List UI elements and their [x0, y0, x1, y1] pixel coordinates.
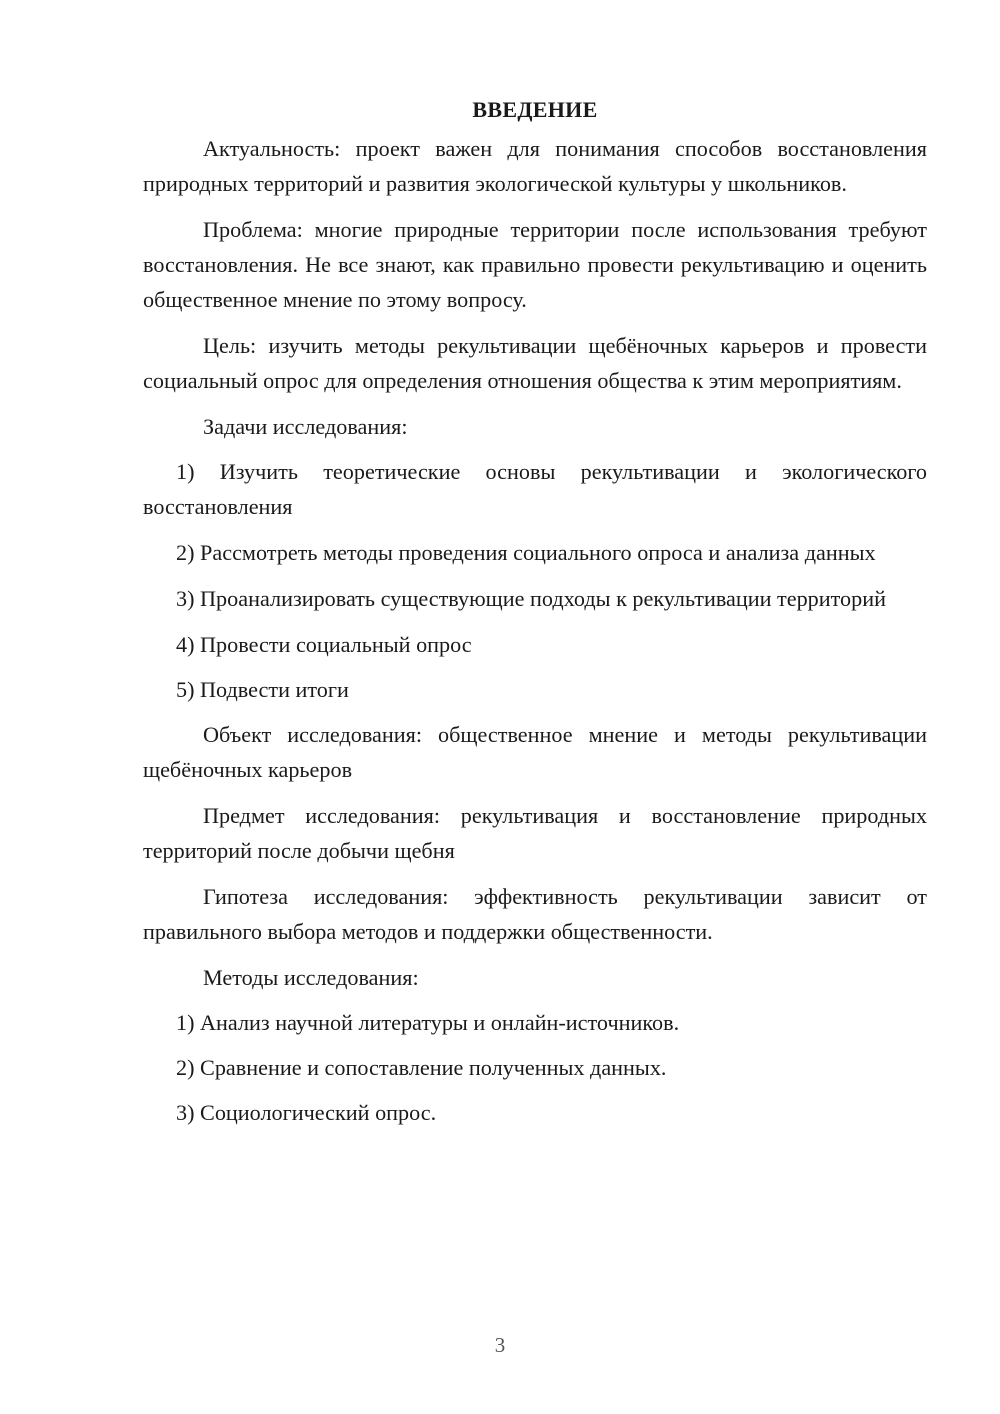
subject-paragraph: Предмет исследования: рекультивация и восстановление природных территорий после добычи щебня — [143, 803, 927, 863]
page-number: 3 — [494, 1333, 506, 1357]
page-title: ВВЕДЕНИЕ — [472, 97, 598, 122]
method-item: 3) Социологический опрос. — [176, 1100, 437, 1125]
task-item: 4) Провести социальный опрос — [176, 632, 472, 657]
relevance-paragraph: Актуальность: проект важен для понимания способов восстановления природных территорий и развития экологической культуры у школьников. — [143, 136, 927, 196]
task-item: 2) Рассмотреть методы проведения социального опроса и анализа данных — [176, 540, 876, 565]
method-item: 1) Анализ научной литературы и онлайн-источников. — [176, 1010, 680, 1035]
tasks-title: Задачи исследования: — [203, 414, 408, 439]
task-item: 5) Подвести итоги — [176, 677, 349, 702]
object-paragraph: Объект исследования: общественное мнение и методы рекультивации щебёночных карьеров — [143, 722, 927, 782]
task-item: 3) Проанализировать существующие подходы к рекультивации территорий — [176, 586, 886, 611]
goal-paragraph: Цель: изучить методы рекультивации щебёночных карьеров и провести социальный опрос для определения отношения общества к этим мероприятиям. — [143, 333, 927, 393]
document-page — [143, 92, 927, 1140]
method-item: 2) Сравнение и сопоставление полученных данных. — [176, 1055, 667, 1080]
problem-paragraph: Проблема: многие природные территории после использования требуют восстановления. Не все знают, как правильно провести рекультивацию и оценить общественное мнение по этому вопросу. — [143, 217, 927, 312]
task-item: 1) Изучить теоретические основы рекультивации и экологического восстановления — [143, 459, 927, 519]
methods-title: Методы исследования: — [203, 965, 419, 990]
hypothesis-paragraph: Гипотеза исследования: эффективность рекультивации зависит от правильного выбора методов и поддержки общественности. — [143, 884, 927, 944]
